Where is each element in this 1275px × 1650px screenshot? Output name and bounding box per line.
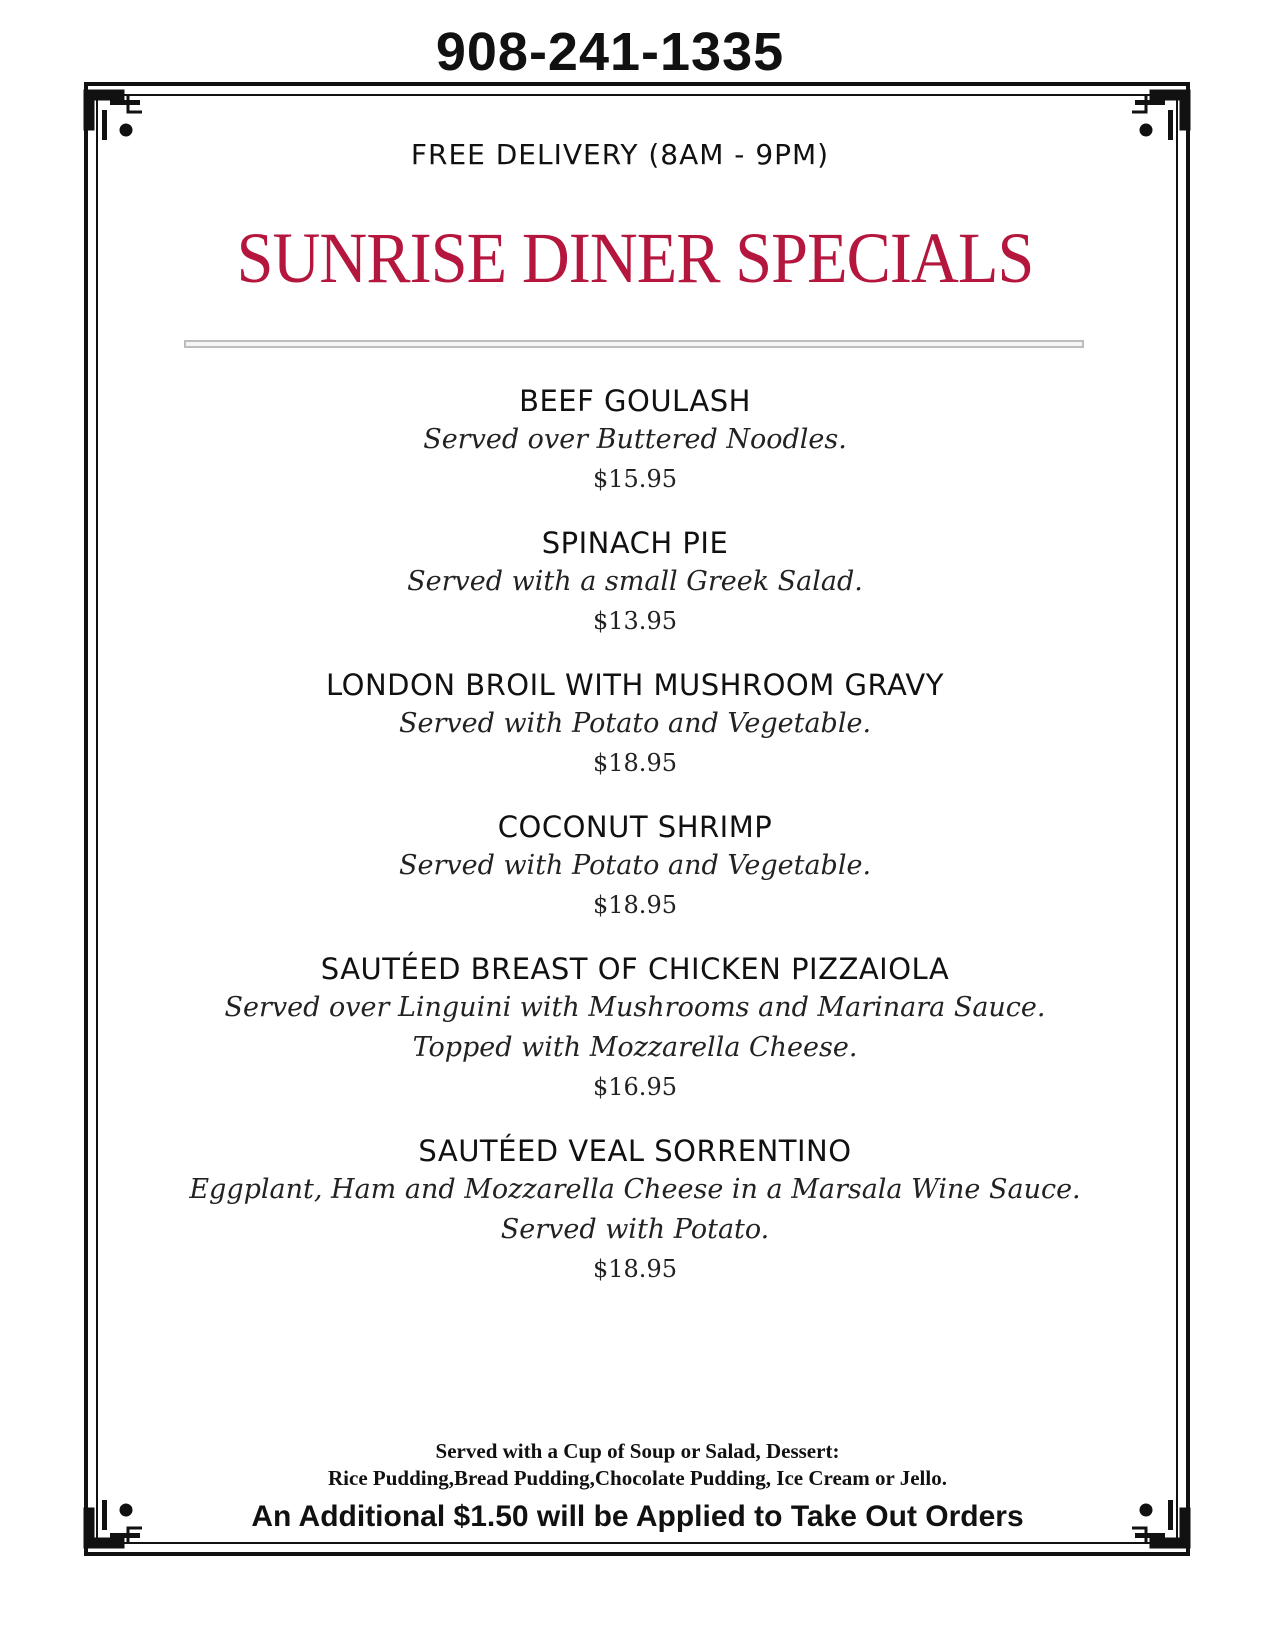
special-item (140, 950, 1130, 1106)
special-description: Served over Linguini with Mushrooms and Marinara Sauce. (224, 992, 1046, 1023)
special-description: Served with Potato. (500, 1214, 770, 1245)
special-price: $18.95 (593, 891, 677, 919)
special-item (140, 666, 1130, 782)
phone-number: 908-241-1335 (435, 22, 785, 82)
takeout-notice: An Additional $1.50 will be Applied to Take Out Orders (251, 1500, 1024, 1533)
special-description: Topped with Mozzarella Cheese. (412, 1032, 858, 1063)
special-description: Served with a small Greek Salad. (407, 566, 863, 597)
special-item (140, 1132, 1130, 1288)
delivery-hours: FREE DELIVERY (8AM - 9PM) (410, 138, 830, 171)
special-price: $18.95 (593, 1255, 677, 1283)
special-price: $18.95 (593, 749, 677, 777)
footer-note (0, 1438, 1275, 1492)
special-item (140, 808, 1130, 924)
special-name: SPINACH PIE (541, 526, 729, 560)
special-description: Served with Potato and Vegetable. (398, 850, 872, 881)
special-name: SAUTÉED BREAST OF CHICKEN PIZZAIOLA (320, 952, 950, 986)
special-name: SAUTÉED VEAL SORRENTINO (418, 1134, 852, 1168)
special-name: LONDON BROIL WITH MUSHROOM GRAVY (326, 668, 944, 702)
dessert-options-text: Rice Pudding,Bread Pudding,Chocolate Pudding, Ice Cream or Jello. (328, 1466, 947, 1490)
special-price: $13.95 (593, 607, 677, 635)
special-description: Served over Buttered Noodles. (423, 424, 847, 455)
special-price: $15.95 (593, 465, 677, 493)
special-name: COCONUT SHRIMP (497, 810, 773, 844)
special-description: Eggplant, Ham and Mozzarella Cheese in a Marsala Wine Sauce. (189, 1174, 1081, 1205)
special-price: $16.95 (593, 1073, 677, 1101)
special-name: BEEF GOULASH (519, 384, 751, 418)
title-divider (184, 340, 1084, 348)
special-item (140, 524, 1130, 640)
specials-list (140, 382, 1130, 1288)
special-description: Served with Potato and Vegetable. (398, 708, 872, 739)
page-title: SUNRISE DINER SPECIALS (236, 218, 1034, 298)
served-with-text: Served with a Cup of Soup or Salad, Dessert: (435, 1439, 840, 1463)
special-item (140, 382, 1130, 498)
